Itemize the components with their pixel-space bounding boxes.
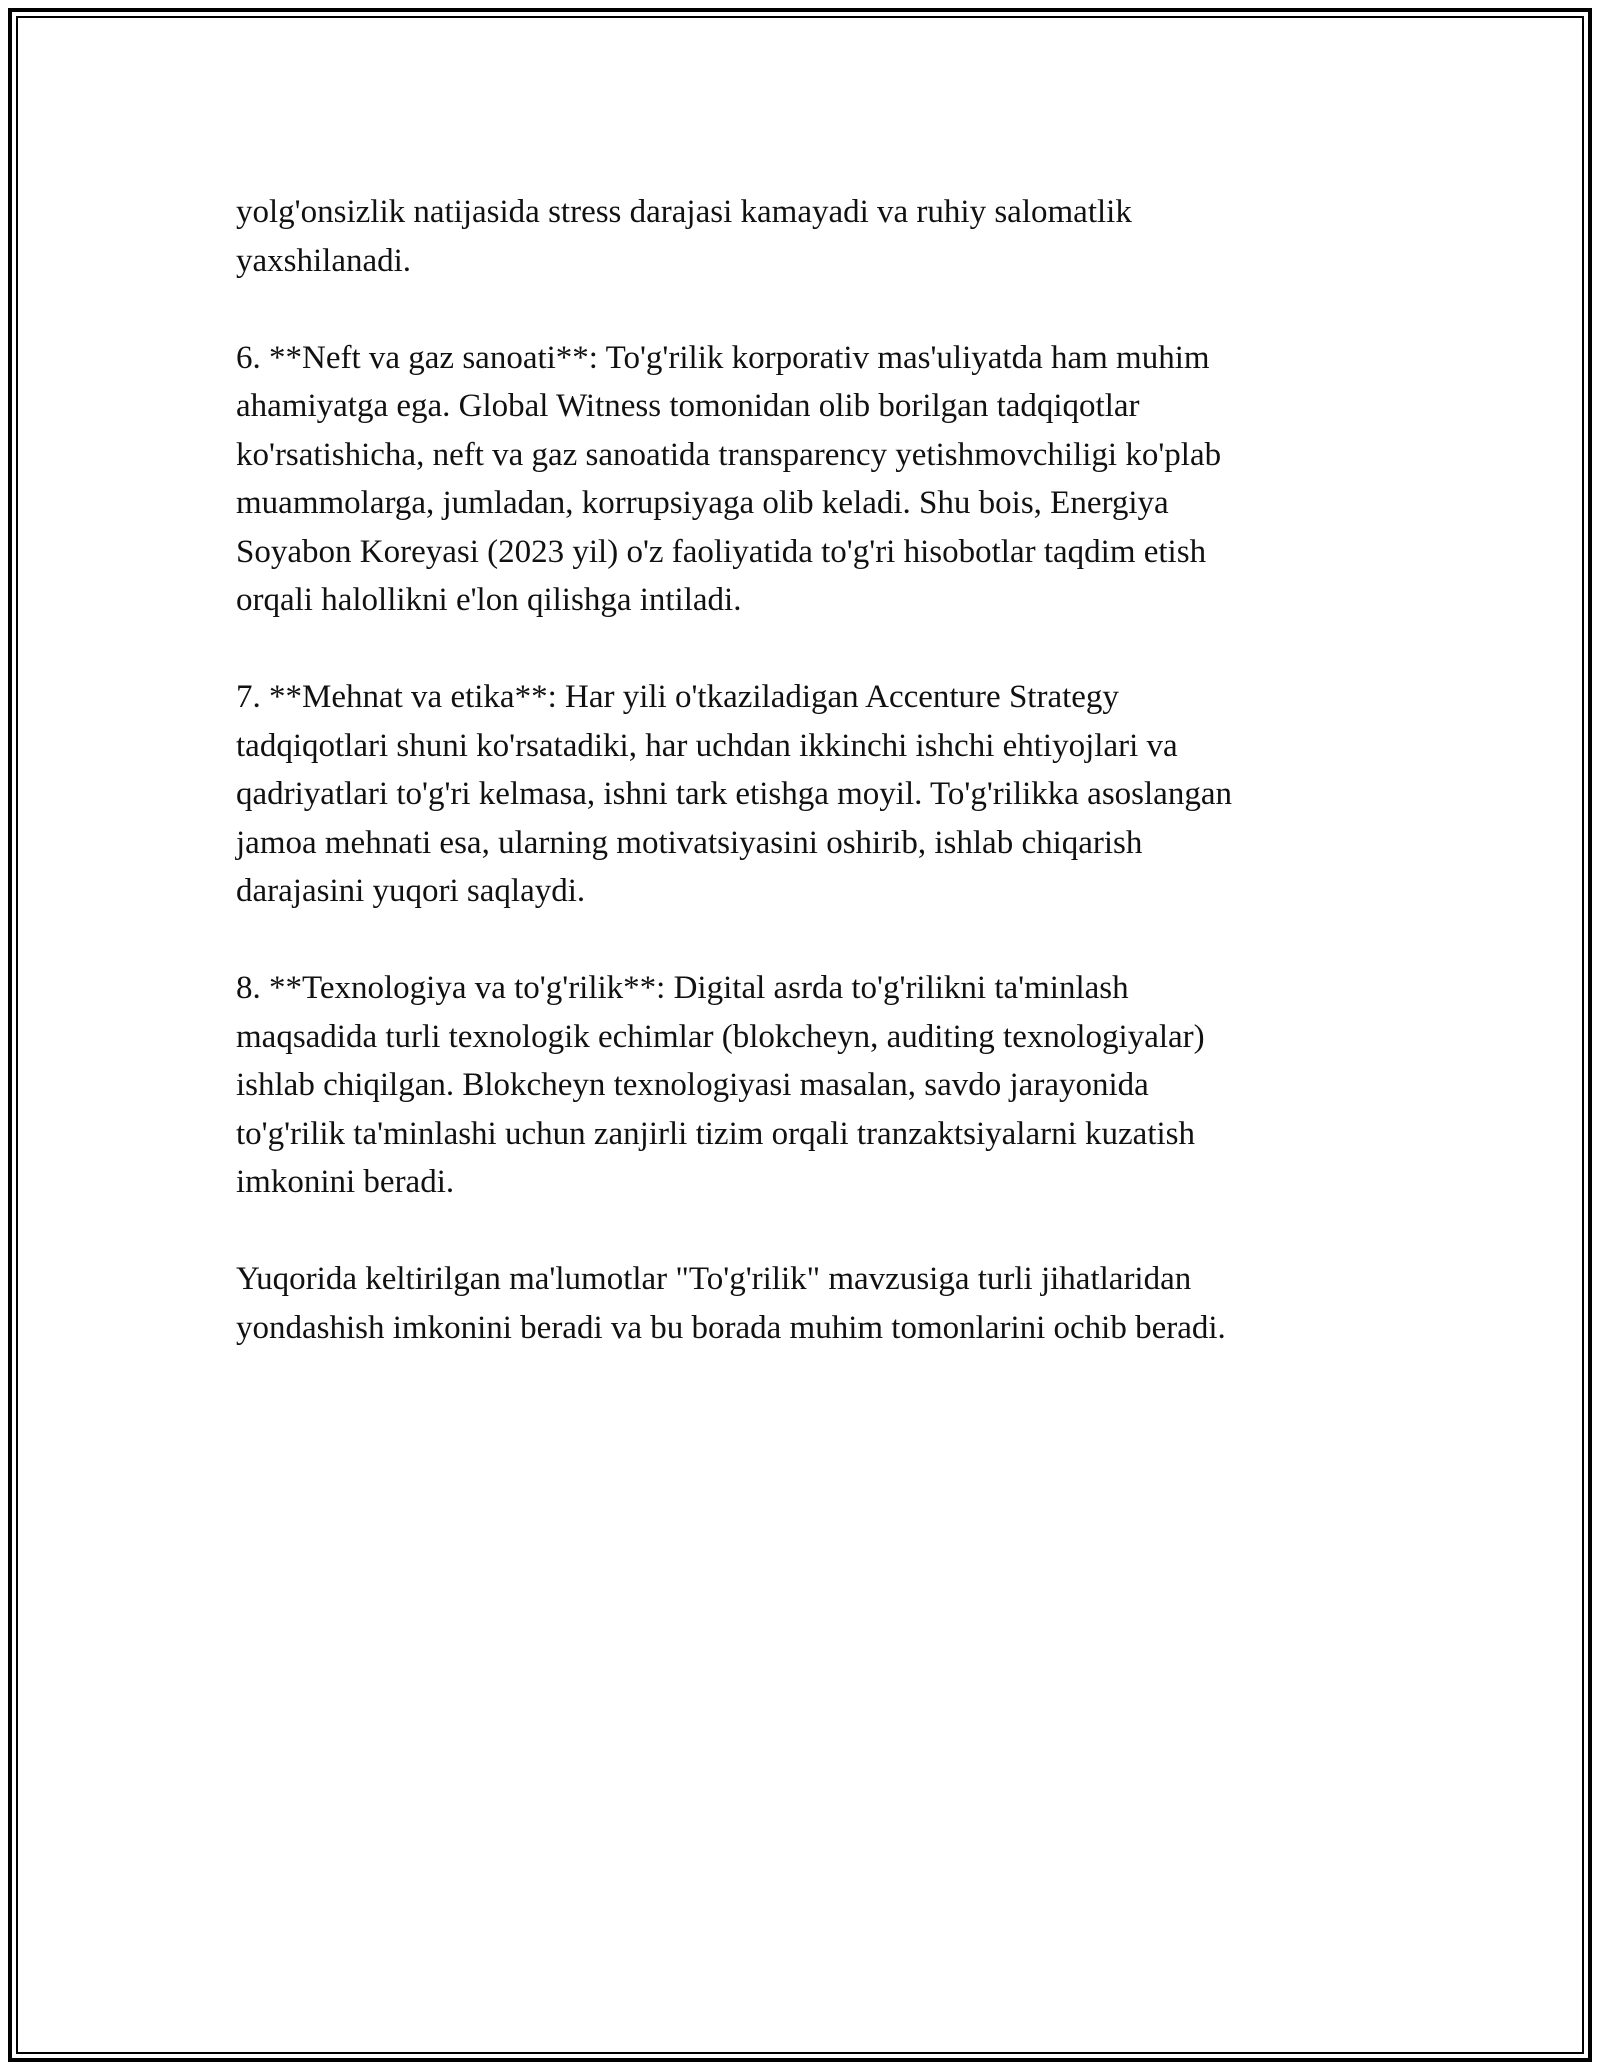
paragraph-item-6: 6. **Neft va gaz sanoati**: To'g'rilik korporativ mas'uliyatda ham muhim ahamiyatga ega. Global Witness tomonidan olib borilgan tadqiqotlar ko'rsatishicha, neft va gaz sanoatida transparency yetishmovchiligi ko'plab muammolarga, jumladan, korrupsiyaga olib keladi. Shu bois, Energiya Soyabon Koreyasi (2023 yil) o'z faoliyatida to'g'ri hisobotlar taqdim etish orqali halollikni e'lon qilishga intiladi.	[236, 339, 1222, 618]
paragraph-item-7: 7. **Mehnat va etika**: Har yili o'tkaziladigan Accenture Strategy tadqiqotlari shuni ko'rsatadiki, har uchdan ikkinchi ishchi ehtiyojlari va qadriyatlari to'g'ri kelmasa, ishni tark etishga moyil. To'g'rilikka asoslangan jamoa mehnati esa, ularning motivatsiyasini oshirib, ishlab chiqarish darajasini yuqori saqlaydi.	[236, 679, 1232, 909]
paragraph-continuation: yolg'onsizlik natijasida stress darajasi kamayadi va ruhiy salomatlik yaxshilanadi.	[236, 194, 1132, 279]
paragraph-conclusion: Yuqorida keltirilgan ma'lumotlar "To'g'rilik" mavzusiga turli jihatlaridan yondashish imkonini beradi va bu borada muhim tomonlarini ochib beradi.	[236, 1261, 1226, 1346]
document-body	[236, 188, 1376, 1401]
paragraph-item-8: 8. **Texnologiya va to'g'rilik**: Digital asrda to'g'rilikni ta'minlash maqsadida turli texnologik echimlar (blokcheyn, auditing texnologiyalar) ishlab chiqilgan. Blokcheyn texnologiyasi masalan, savdo jarayonida to'g'rilik ta'minlashi uchun zanjirli tizim orqali tranzaktsiyalarni kuzatish imkonini beradi.	[236, 970, 1205, 1200]
